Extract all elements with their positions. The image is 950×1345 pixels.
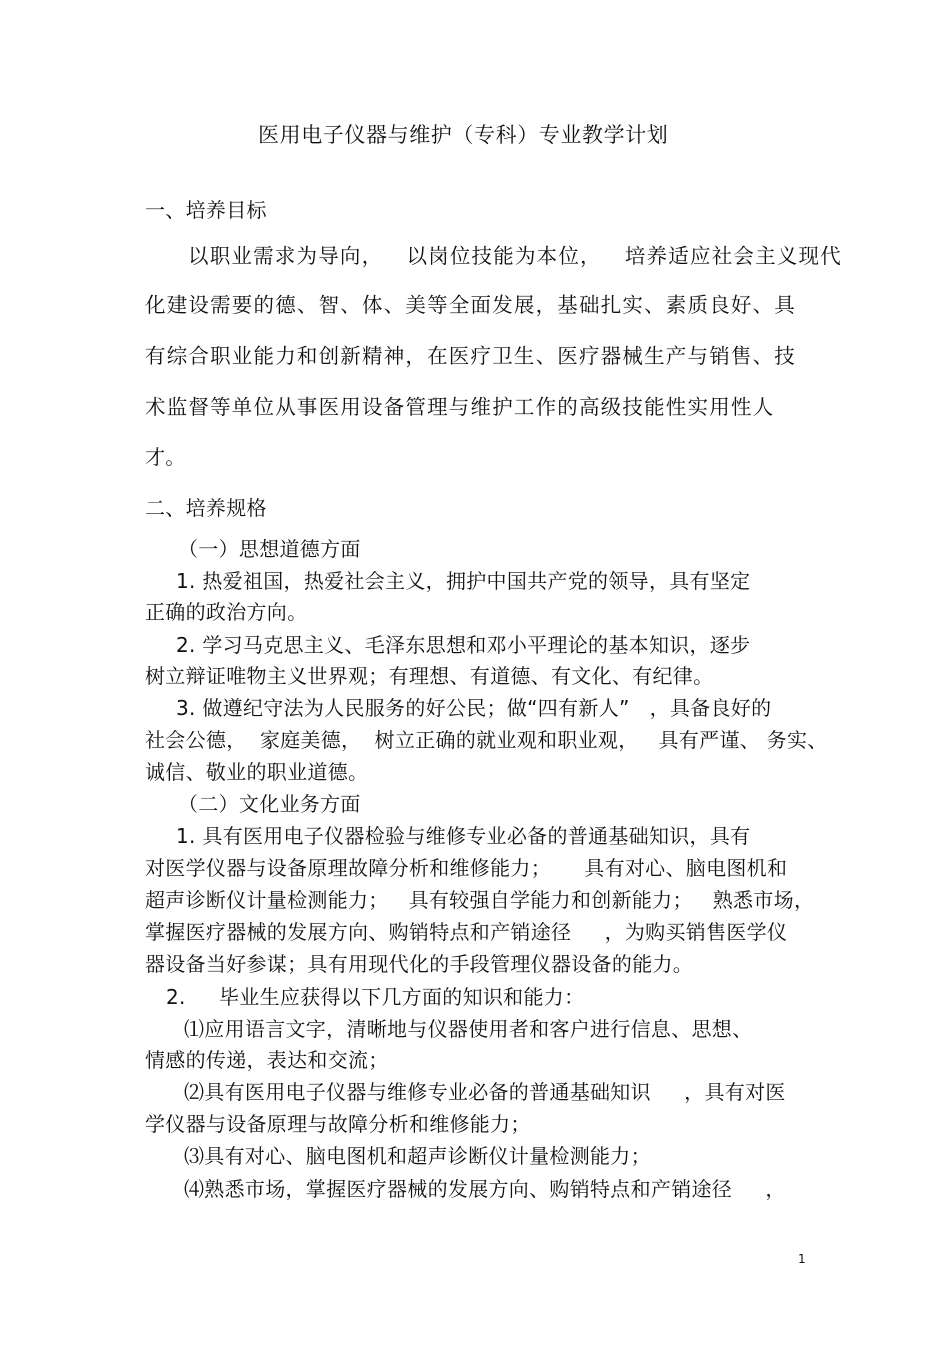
paragraph-line: 术监督等单位从事医用设备管理与维护工作的高级技能性实用性人 <box>145 395 775 419</box>
paragraph-line: 1. 具有医用电子仪器检验与维修专业必备的普通基础知识，具有 <box>176 824 751 848</box>
paragraph-line: 3. 做遵纪守法为人民服务的好公民；做“四有新人” ，具备良好的 <box>176 696 772 720</box>
paragraph-line: ⑵具有医用电子仪器与维修专业必备的普通基础知识 ，具有对医 <box>184 1080 786 1104</box>
paragraph-line: 以职业需求为导向， 以岗位技能为本位， 培养适应社会主义现代 <box>188 244 842 268</box>
paragraph-line: 对医学仪器与设备原理故障分析和维修能力； 具有对心、脑电图机和 <box>145 856 788 880</box>
section-heading-specs: 二、培养规格 <box>145 496 267 520</box>
page-number: 1 <box>798 1252 806 1266</box>
paragraph-line: 情感的传递，表达和交流； <box>145 1048 389 1072</box>
paragraph-line: 化建设需要的德、智、体、美等全面发展，基础扎实、素质良好、具 <box>145 293 796 317</box>
paragraph-line: 超声诊断仪计量检测能力； 具有较强自学能力和创新能力； 熟悉市场， <box>145 888 815 912</box>
subsection-heading: （一）思想道德方面 <box>178 537 361 561</box>
paragraph-line: 树立辩证唯物主义世界观；有理想、有道德、有文化、有纪律。 <box>145 664 714 688</box>
paragraph-line: 才。 <box>145 445 186 469</box>
paragraph-line: 诚信、敬业的职业道德。 <box>145 760 369 784</box>
section-heading-goals: 一、培养目标 <box>145 198 267 222</box>
paragraph-line: 有综合职业能力和创新精神，在医疗卫生、医疗器械生产与销售、技 <box>145 344 796 368</box>
paragraph-line: 1. 热爱祖国，热爱社会主义，拥护中国共产党的领导，具有坚定 <box>176 569 751 593</box>
paragraph-line: 2. 毕业生应获得以下几方面的知识和能力： <box>166 985 585 1009</box>
paragraph-line: ⑴应用语言文字，清晰地与仪器使用者和客户进行信息、思想、 <box>184 1017 753 1041</box>
paragraph-line: 器设备当好参谋；具有用现代化的手段管理仪器设备的能力。 <box>145 952 694 976</box>
subsection-heading: （二）文化业务方面 <box>178 792 361 816</box>
paragraph-line: ⑶具有对心、脑电图机和超声诊断仪计量检测能力； <box>184 1144 651 1168</box>
paragraph-line: 2. 学习马克思主义、毛泽东思想和邓小平理论的基本知识，逐步 <box>176 633 751 657</box>
page-title: 医用电子仪器与维护（专科）专业教学计划 <box>258 123 669 147</box>
paragraph-line: 正确的政治方向。 <box>145 600 308 624</box>
paragraph-line: 学仪器与设备原理与故障分析和维修能力； <box>145 1112 531 1136</box>
paragraph-line: ⑷熟悉市场，掌握医疗器械的发展方向、购销特点和产销途径 ， <box>184 1177 786 1201</box>
paragraph-line: 社会公德， 家庭美德， 树立正确的就业观和职业观， 具有严谨、 务实、 <box>145 728 828 752</box>
paragraph-line: 掌握医疗器械的发展方向、购销特点和产销途径 ，为购买销售医学仪 <box>145 920 788 944</box>
